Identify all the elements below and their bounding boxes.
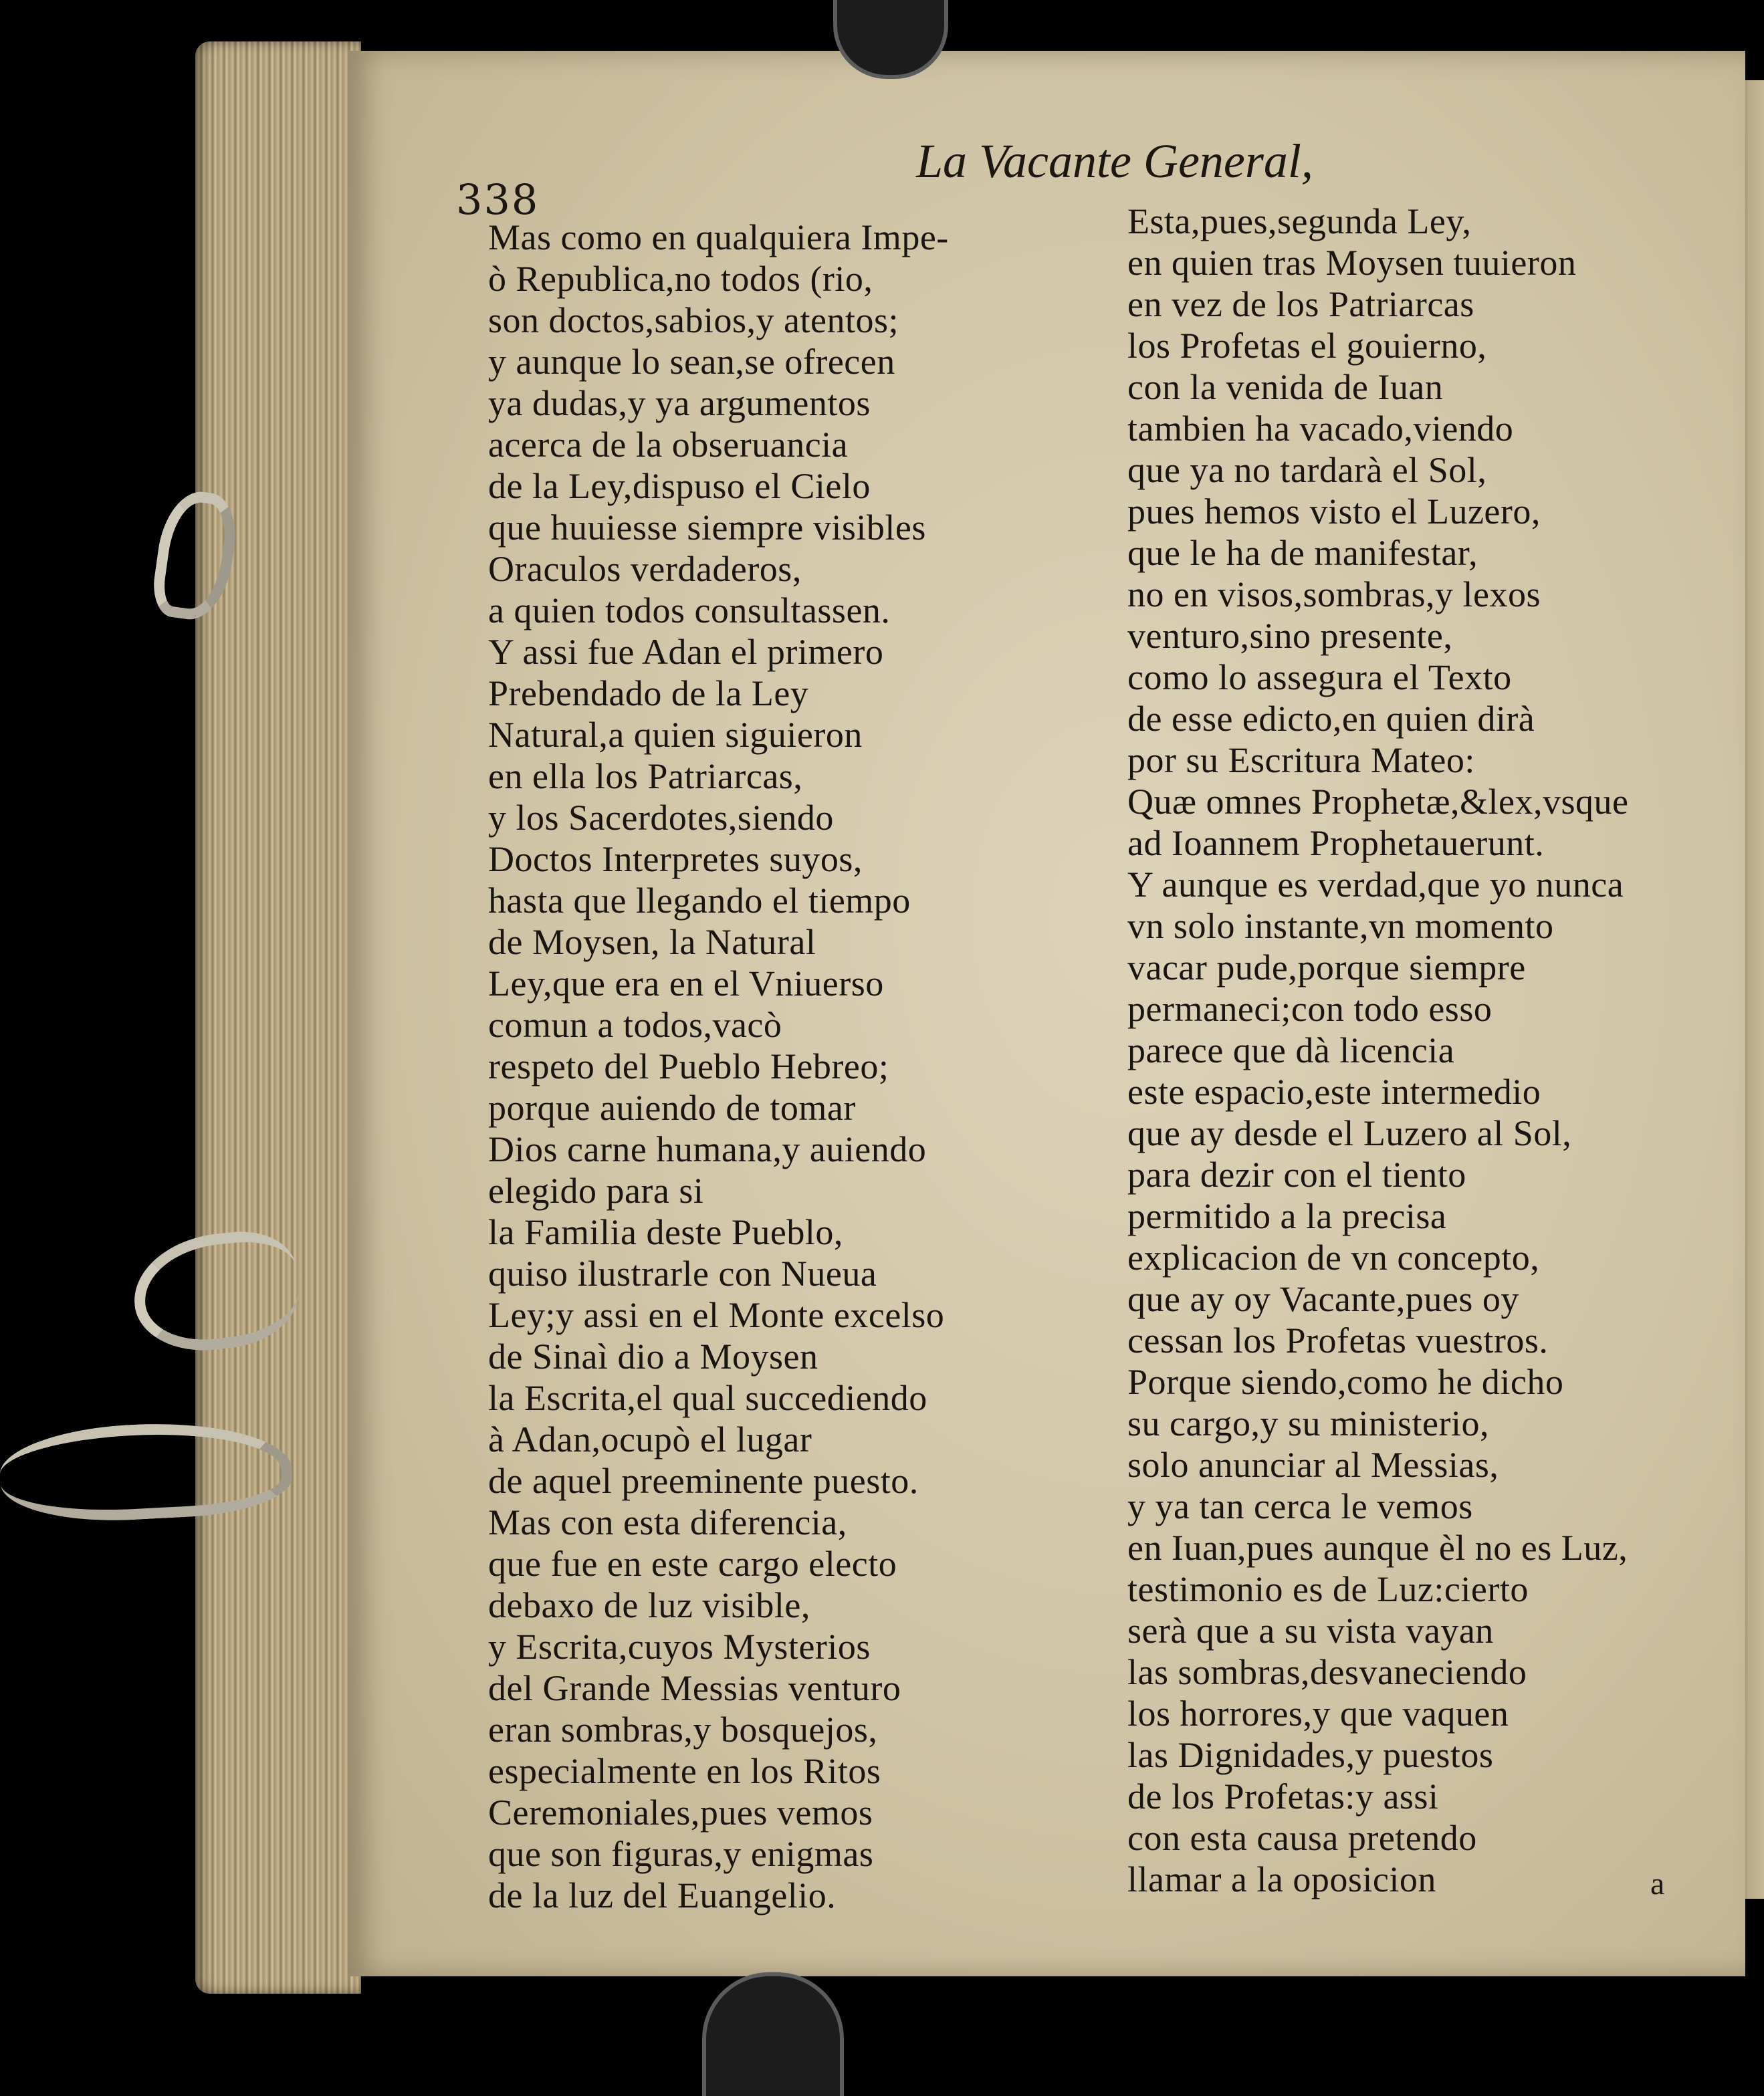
text-line: las Dignidades,y puestos [1127,1735,1494,1775]
text-line: que le ha de manifestar, [1127,533,1478,573]
text-line: solo anunciar al Messias, [1127,1445,1499,1485]
text-line: de los Profetas:y assi [1127,1776,1439,1817]
text-line: como lo assegura el Texto [1127,657,1512,697]
text-line: quiso ilustrarle con Nueua [488,1254,877,1294]
text-line: tambien ha vacado,viendo [1127,409,1514,449]
text-line: que huuiesse siempre visibles [488,507,926,548]
text-line: Mas como en qualquiera Impe- [488,217,949,257]
text-line: debaxo de luz visible, [488,1585,810,1625]
text-line: y Escrita,cuyos Mysterios [488,1627,871,1667]
text-line: este espacio,este intermedio [1127,1072,1541,1112]
text-line: que ay desde el Luzero al Sol, [1127,1113,1572,1153]
text-line: permitido a la precisa [1127,1196,1447,1236]
text-line: en vez de los Patriarcas [1127,284,1474,324]
text-line: la Escrita,el qual succediendo [488,1378,927,1418]
text-line: porque auiendo de tomar [488,1088,856,1128]
text-line: vacar pude,porque siempre [1127,947,1526,987]
text-line: en Iuan,pues aunque èl no es Luz, [1127,1528,1628,1568]
left-text-column [488,217,1090,1916]
text-line: serà que a su vista vayan [1127,1611,1494,1651]
text-line: Natural,a quien siguieron [488,715,863,755]
page-number: 338 [456,175,540,224]
text-line: que fue en este cargo electo [488,1544,897,1584]
text-line: los horrores,y que vaquen [1127,1694,1509,1734]
text-line: con la venida de Iuan [1127,367,1444,407]
text-line: las sombras,desvaneciendo [1127,1652,1527,1692]
text-line: que son figuras,y enigmas [488,1834,874,1874]
running-head: La Vacante General, [916,134,1313,188]
text-line: Doctos Interpretes suyos, [488,839,863,879]
text-line: Porque siendo,como he dicho [1127,1362,1564,1402]
text-line: ò Republica,no todos (rio, [488,259,873,299]
text-line: Y assi fue Adan el primero [488,632,884,672]
text-line: respeto del Pueblo Hebreo; [488,1046,889,1086]
text-line: en quien tras Moysen tuuieron [1127,243,1577,283]
text-line: venturo,sino presente, [1127,616,1453,656]
text-line: de la luz del Euangelio. [488,1875,837,1915]
text-line: y ya tan cerca le vemos [1127,1486,1473,1526]
text-line: para dezir con el tiento [1127,1155,1466,1195]
text-line: los Profetas el gouierno, [1127,326,1487,366]
text-line: comun a todos,vacò [488,1005,782,1045]
text-line: Quæ omnes Prophetæ,&lex,vsque [1127,782,1629,822]
text-line: Ley,que era en el Vniuerso [488,963,884,1004]
text-line: no en visos,sombras,y lexos [1127,574,1541,614]
text-line: con esta causa pretendo [1127,1818,1477,1858]
text-line: que ya no tardarà el Sol, [1127,450,1487,490]
catchword: a [1650,1866,1665,1901]
text-line: Ceremoniales,pues vemos [488,1792,873,1833]
text-line: llamar a la oposicion [1127,1859,1436,1899]
text-line: son doctos,sabios,y atentos; [488,300,899,340]
text-line: hasta que llegando el tiempo [488,881,911,921]
text-line: permaneci;con todo esso [1127,989,1493,1029]
text-line: Mas con esta diferencia, [488,1502,847,1542]
text-line: Dios carne humana,y auiendo [488,1129,927,1169]
right-text-column [1127,201,1716,1900]
text-line: la Familia deste Pueblo, [488,1212,843,1252]
text-line: de Sinaì dio a Moysen [488,1336,818,1377]
text-line: de esse edicto,en quien dirà [1127,699,1535,739]
text-line: à Adan,ocupò el lugar [488,1419,812,1460]
text-line: en ella los Patriarcas, [488,756,803,796]
text-line: testimonio es de Luz:cierto [1127,1569,1529,1609]
text-line: eran sombras,y bosquejos, [488,1710,878,1750]
book-page-edges [195,41,361,1994]
text-line: Prebendado de la Ley [488,673,809,713]
text-line: pues hemos visto el Luzero, [1127,491,1541,532]
text-line: y los Sacerdotes,siendo [488,798,834,838]
text-line: elegido para si [488,1171,704,1211]
text-line: especialmente en los Ritos [488,1751,881,1791]
text-line: explicacion de vn concepto, [1127,1238,1540,1278]
text-line: parece que dà licencia [1127,1030,1455,1070]
text-line: del Grande Messias venturo [488,1668,901,1708]
bottom-clasp [702,1972,844,2096]
text-line: por su Escritura Mateo: [1127,740,1475,780]
text-line: acerca de la obseruancia [488,425,849,465]
text-line: Y aunque es verdad,que yo nunca [1127,864,1624,905]
text-line: su cargo,y su ministerio, [1127,1403,1489,1443]
text-line: vn solo instante,vn momento [1127,906,1554,946]
text-line: Oraculos verdaderos, [488,549,802,589]
text-line: de la Ley,dispuso el Cielo [488,466,871,506]
text-line: Esta,pues,segunda Ley, [1127,201,1472,241]
text-line: y aunque lo sean,se ofrecen [488,342,895,382]
text-line: de aquel preeminente puesto. [488,1461,919,1501]
text-line: ya dudas,y ya argumentos [488,383,871,423]
text-line: Ley;y assi en el Monte excelso [488,1295,945,1335]
text-line: ad Ioannem Prophetauerunt. [1127,823,1545,863]
text-line: que ay oy Vacante,pues oy [1127,1279,1519,1319]
text-line: cessan los Profetas vuestros. [1127,1320,1549,1361]
text-line: de Moysen, la Natural [488,922,816,962]
text-line: a quien todos consultassen. [488,590,891,630]
